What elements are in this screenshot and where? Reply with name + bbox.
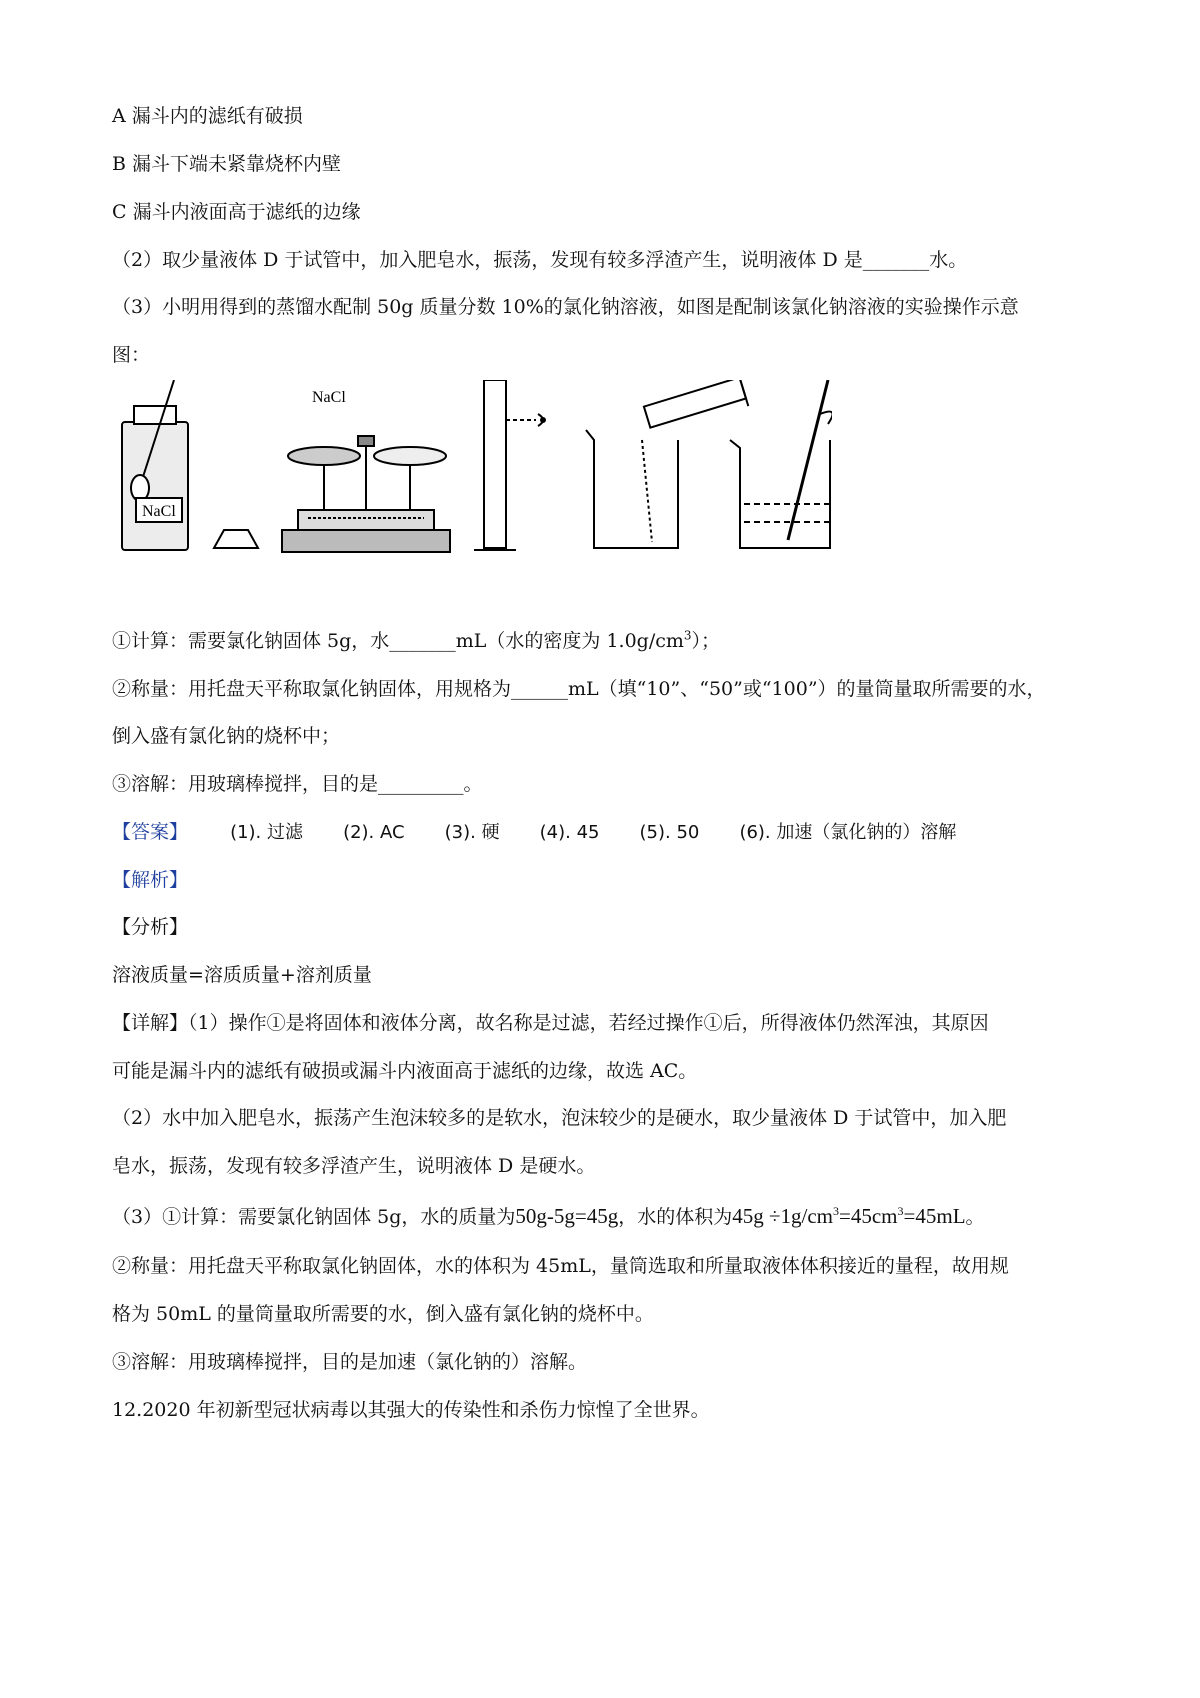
detail-1-line2: 可能是漏斗内的滤纸有破损或漏斗内液面高于滤纸的边缘，故选 AC。 [112,1060,698,1082]
answer-row [112,819,990,846]
balance-label: NaCl [312,389,346,406]
detail-2-line2: 皂水，振荡，发现有较多浮渣产生，说明液体 D 是硬水。 [112,1155,596,1177]
question-12: 12.2020 年初新型冠状病毒以其强大的传染性和杀伤力惊惶了全世界。 [112,1399,710,1421]
detail-2-line1: （2）水中加入肥皂水，振荡产生泡沫较多的是软水，泡沫较少的是硬水，取少量液体 D 于试管中，加入肥 [112,1107,1007,1129]
pouring-beaker [586,380,748,548]
bottle-label: NaCl [142,503,176,520]
graduated-cylinder [474,380,545,550]
question-3-line2: 图： [112,344,151,366]
answer-tag: 【答案】 [112,821,189,843]
question-2: （2）取少量液体 D 于试管中，加入肥皂水，振荡，发现有较多浮渣产生，说明液体 D 是_______水。 [112,249,968,271]
detail-5: ③溶解：用玻璃棒搅拌，目的是加速（氯化钠的）溶解。 [112,1351,588,1373]
option-b: B 漏斗下端未紧靠烧杯内壁 [112,153,342,175]
answer-item: (3). 硬 [444,822,500,843]
answer-item: (5). 50 [639,822,700,843]
stirring-beaker [730,380,832,548]
balance [282,436,450,552]
fenxi-heading: 【分析】 [112,916,189,938]
option-a: A 漏斗内的滤纸有破损 [112,105,303,127]
answer-item: (4). 45 [539,822,600,843]
answer-item: (1). 过滤 [230,822,304,843]
step-1: ①计算：需要氯化钠固体 5g，水_______mL（水的密度为 $1.0g/cm^3$）； [112,628,721,652]
step-2-line1: ②称量：用托盘天平称取氯化钠固体，用规格为______mL（填“10”、“50”或“100”）的量筒量取所需要的水， [112,678,1046,700]
option-c: C 漏斗内液面高于滤纸的边缘 [112,201,361,223]
detail-4-line1: ②称量：用托盘天平称取氯化钠固体，水的体积为 45mL，量筒选取和所量取液体体积接近的量程，故用规 [112,1255,1009,1277]
question-3-line1: （3）小明用得到的蒸馏水配制 50g 质量分数 10%的氯化钠溶液，如图是配制该氯化钠溶液的实验操作示意 [112,296,1019,318]
experiment-figure [112,380,832,560]
step-2-line2: 倒入盛有氯化钠的烧杯中； [112,725,341,747]
answer-item: (2). AC [343,822,405,843]
formula: 溶液质量=溶质质量+溶剂质量 [112,964,372,986]
answer-item: (6). 加速（氯化钠的）溶解 [739,822,957,843]
bottle-stopper [214,530,258,548]
reagent-bottle [122,380,188,550]
step-3: ③溶解：用玻璃棒搅拌，目的是_________。 [112,773,483,795]
detail-4-line2: 格为 50mL 的量筒量取所需要的水，倒入盛有氯化钠的烧杯中。 [112,1303,654,1325]
detail-3: （3）①计算：需要氯化钠固体 5g，水的质量为50g-5g=45g，水的体积为$45g \div 1g/cm^3=45cm^3=45mL$。 [112,1204,985,1228]
jiexi-heading: 【解析】 [112,869,189,891]
detail-1-line1: 【详解】（1）操作①是将固体和液体分离，故名称是过滤，若经过操作①后，所得液体仍然浑浊，其原因 [112,1012,989,1034]
